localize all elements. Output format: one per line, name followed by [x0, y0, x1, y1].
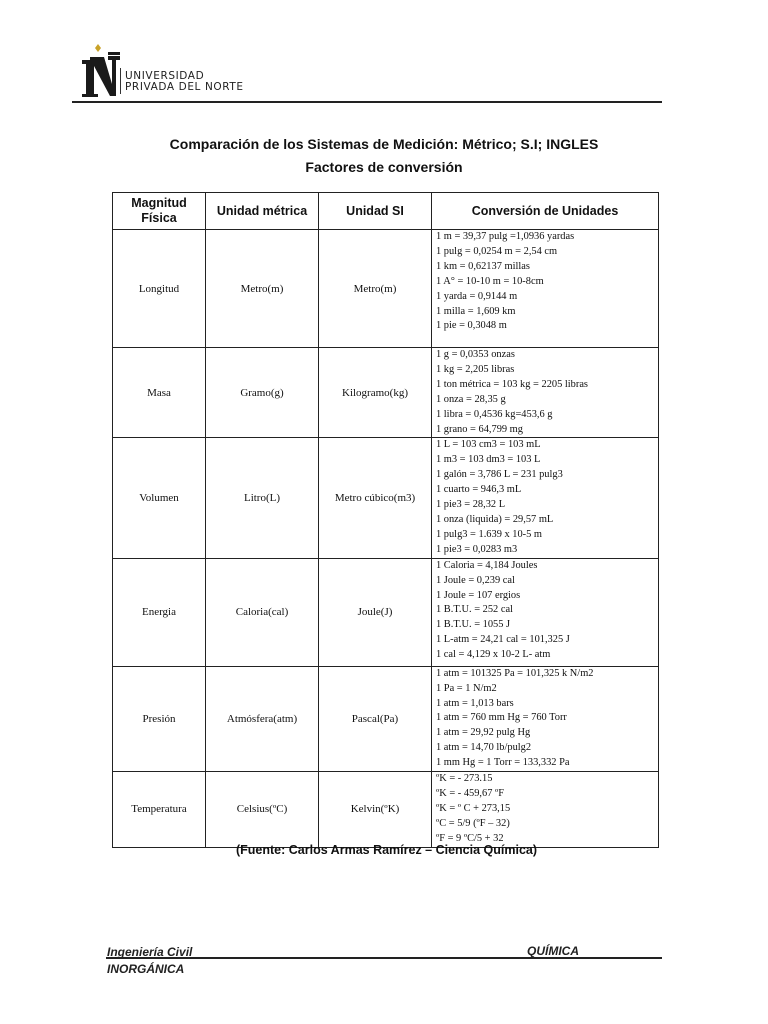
cell-unidad-metrica: Gramo(g)	[206, 348, 319, 438]
cell-magnitud: Energia	[113, 558, 206, 666]
conversion-line: 1 pulg = 0,0254 m = 2,54 cm	[436, 245, 558, 257]
conversion-line: 1 atm = 1,013 bars	[436, 697, 514, 709]
conversion-line: 1 ton métrica = 103 kg = 2205 libras	[436, 378, 588, 390]
cell-conversiones	[432, 666, 659, 771]
conversion-line: 1 pie = 0,3048 m	[436, 320, 507, 332]
conversion-line: 1 Pa = 1 N/m2	[436, 682, 497, 694]
cell-unidad-si: Kelvin(ºK)	[319, 772, 432, 848]
cell-conversiones	[432, 772, 659, 848]
conversion-line: 1 cal = 4,129 x 10-2 L- atm	[436, 649, 551, 661]
conversion-line: 1 L = 103 cm3 = 103 mL	[436, 439, 541, 451]
cell-conversiones	[432, 558, 659, 666]
cell-unidad-metrica: Atmósfera(atm)	[206, 666, 319, 771]
conversion-line: 1 m3 = 103 dm3 = 103 L	[436, 454, 541, 466]
cell-unidad-si: Pascal(Pa)	[319, 666, 432, 771]
table-row	[113, 348, 659, 438]
document-title: Comparación de los Sistemas de Medición: Métrico; S.I; INGLES	[169, 136, 599, 152]
conversion-line: 1 mm Hg = 1 Torr = 133,332 Pa	[436, 757, 570, 769]
university-name-line2: PRIVADA DEL NORTE	[125, 81, 244, 93]
conversion-line: 1 cuarto = 946,3 mL	[436, 484, 522, 496]
cell-magnitud: Masa	[113, 348, 206, 438]
cell-conversiones	[432, 230, 659, 348]
footer-subject: INORGÁNICA	[107, 962, 185, 976]
conversion-line: ºK = - 459,67 ºF	[436, 787, 505, 799]
conversion-line: 1 yarda = 0,9144 m	[436, 290, 518, 302]
table-row	[113, 558, 659, 666]
university-name-line1: UNIVERSIDAD	[125, 70, 205, 82]
conversion-line: 1 Caloria = 4,184 Joules	[436, 559, 538, 571]
conversion-line: 1 L-atm = 24,21 cal = 101,325 J	[436, 634, 570, 646]
conversion-line: 1 atm = 101325 Pa = 101,325 k N/m2	[436, 667, 594, 679]
source-citation: (Fuente: Carlos Armas Ramírez – Ciencia Química)	[236, 843, 538, 857]
document-subtitle: Factores de conversión	[305, 159, 463, 175]
logo-separator	[120, 68, 121, 94]
conversion-line: 1 onza (liquida) = 29,57 mL	[436, 513, 554, 525]
conversion-line: 1 libra = 0,4536 kg=453,6 g	[436, 408, 553, 420]
cell-unidad-si: Metro cúbico(m3)	[319, 438, 432, 558]
conversion-line: 1 pie3 = 28,32 L	[436, 499, 506, 511]
table-header-row	[113, 193, 659, 230]
conversion-line: 1 grano = 64,799 mg	[436, 423, 523, 435]
table-row	[113, 666, 659, 771]
cell-magnitud: Volumen	[113, 438, 206, 558]
conversion-line: 1 kg = 2,205 libras	[436, 363, 515, 375]
conversion-line: 1 atm = 760 mm Hg = 760 Torr	[436, 712, 567, 724]
conversion-line: 1 pie3 = 0,0283 m3	[436, 543, 518, 555]
header-unidad-metrica: Unidad métrica	[206, 193, 319, 230]
cell-unidad-metrica: Metro(m)	[206, 230, 319, 348]
conversion-line: 1 milla = 1,609 km	[436, 305, 516, 317]
conversion-line: 1 B.T.U. = 252 cal	[436, 604, 513, 616]
conversion-line: 1 Joule = 107 ergios	[436, 589, 521, 601]
university-name	[125, 71, 244, 93]
conversion-line: 1 B.T.U. = 1055 J	[436, 619, 511, 631]
conversion-line: ºK = º C + 273,15	[436, 802, 511, 814]
cell-magnitud: Presión	[113, 666, 206, 771]
cell-unidad-metrica: Caloria(cal)	[206, 558, 319, 666]
conversion-table	[112, 192, 659, 848]
header-magnitud: Magnitud Física	[113, 193, 206, 230]
cell-magnitud: Longitud	[113, 230, 206, 348]
table-row	[113, 772, 659, 848]
cell-unidad-metrica: Litro(L)	[206, 438, 319, 558]
conversion-line: ºC = 5/9 (ºF – 32)	[436, 817, 510, 829]
conversion-line: 1 Joule = 0,239 cal	[436, 574, 515, 586]
page-header	[72, 40, 662, 104]
conversion-line: 1 pulg3 = 1.639 x 10-5 m	[436, 528, 543, 540]
table-row	[113, 438, 659, 558]
footer-right: QUÍMICA	[527, 944, 579, 958]
cell-conversiones	[432, 438, 659, 558]
conversion-line: 1 km = 0,62137 millas	[436, 260, 530, 272]
cell-conversiones	[432, 348, 659, 438]
cell-unidad-metrica: Celsius(ºC)	[206, 772, 319, 848]
conversion-line: ºF = 9 ºC/5 + 32	[436, 832, 504, 844]
cell-magnitud: Temperatura	[113, 772, 206, 848]
conversion-line: 1 g = 0,0353 onzas	[436, 349, 515, 360]
header-unidad-si: Unidad SI	[319, 193, 432, 230]
conversion-line: 1 onza = 28,35 g	[436, 393, 506, 405]
conversion-line: 1 atm = 29,92 pulg Hg	[436, 727, 531, 739]
header-rule	[72, 101, 662, 103]
conversion-line: 1 galón = 3,786 L = 231 pulg3	[436, 469, 563, 481]
header-conversion: Conversión de Unidades	[432, 193, 659, 230]
footer-course: Ingeniería Civil	[107, 945, 193, 959]
cell-unidad-si: Kilogramo(kg)	[319, 348, 432, 438]
conversion-line: 1 atm = 14,70 lb/pulg2	[436, 742, 532, 754]
conversion-line: 1 A° = 10-10 m = 10-8cm	[436, 275, 544, 287]
table-row	[113, 230, 659, 348]
university-logo-icon	[78, 44, 122, 98]
conversion-line: 1 m = 39,37 pulg =1,0936 yardas	[436, 231, 575, 242]
footer-left	[107, 944, 192, 978]
cell-unidad-si: Joule(J)	[319, 558, 432, 666]
cell-unidad-si: Metro(m)	[319, 230, 432, 348]
conversion-line: ºK = - 273.15	[436, 773, 493, 785]
